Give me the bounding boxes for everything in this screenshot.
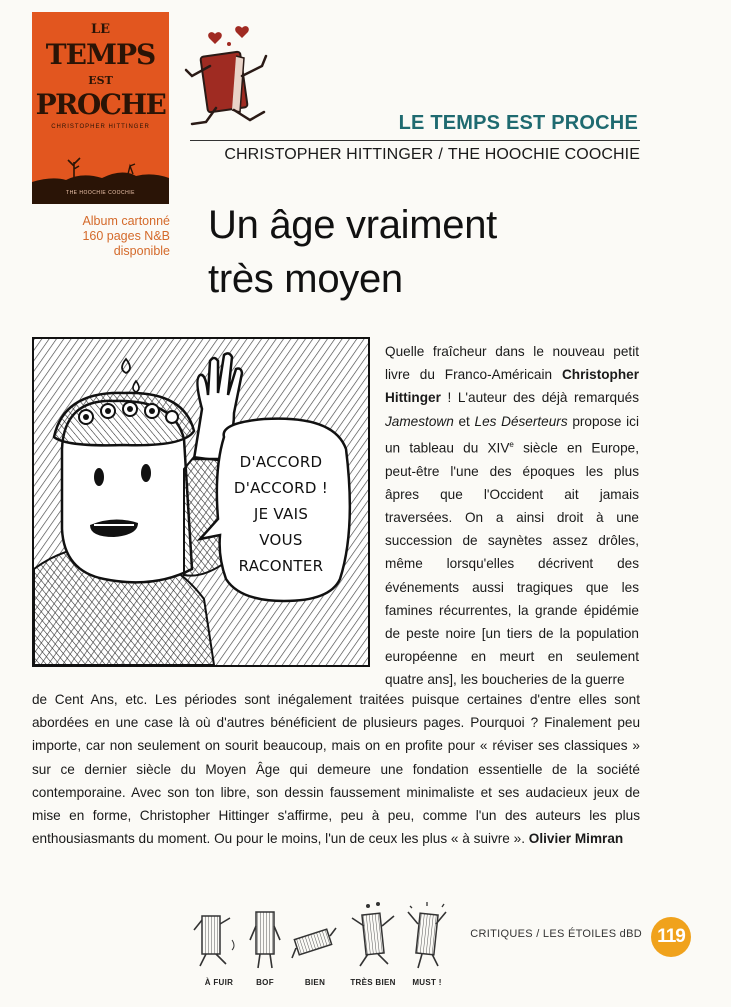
rating-label: À FUIR [204, 978, 234, 987]
header-divider [190, 140, 640, 141]
book-lying-icon [286, 900, 344, 974]
cover-title-le: LE [90, 22, 111, 37]
byline-publisher: THE HOOCHIE COOCHIE [447, 146, 640, 163]
byline-separator: / [438, 146, 443, 163]
article-work-title: Jamestown [385, 413, 454, 429]
speech-bubble-text [226, 449, 336, 579]
bubble-line-5: RACONTER [238, 557, 324, 575]
byline [190, 146, 640, 164]
bubble-line-1: D'ACCORD [239, 453, 323, 471]
article-text-segment: siècle en Europe, peut-être l'une des époques les plus âpres que l'Occident ait jamais traversées. On a ainsi droit à une succession de saynètes assez drôles, même lorsqu'elles décrivent des événements aussi tragiques que les famines récurrentes, la grande épidémie de peste noire [un tiers de la population européenne en meurt en seulement quatre ans], les boucheries de la guerre [385, 440, 639, 688]
headline-line-2: très moyen [208, 257, 403, 301]
rating-label: BIEN [304, 978, 326, 987]
comic-panel [32, 337, 370, 667]
article-text-segment: ! L'auteur des déjà remarqués [440, 390, 639, 406]
article-text-segment: de Cent Ans, etc. Les périodes sont inégalement traitées puisque certaines d'entre elles sont abordées en une case là où d'autres bénéficient de plusieurs pages. Pourquoi ? Finalement peu importe, car non seulement on sourit beaucoup, mais on en profite pour « réviser ses classiques » sur ce dernier siècle du Moyen Âge qui demeure une fondation essentielle de la société contemporaine. Avec son ton libre, son dessin faussement minimaliste et ses audacieux jeux de mise en forme, Christopher Hittinger s'affirme, peu à peu, comme l'un des auteurs les plus enthousiasmants du moment. Ou pour le moins, l'un de ceux les plus « à suivre ». [32, 692, 640, 847]
article-author-name: Christopher Hittinger [385, 367, 639, 406]
rating-label: BOF [256, 978, 274, 987]
byline-author: CHRISTOPHER HITTINGER [224, 146, 434, 163]
footer-section-label [430, 928, 642, 940]
headline [208, 198, 628, 306]
article-text-segment: propose ici un tableau du XIV [385, 413, 639, 456]
bubble-line-3: JE VAIS [253, 505, 309, 523]
cover-title-temps: TEMPS [45, 38, 156, 71]
book-title: LE TEMPS EST PROCHE [398, 112, 638, 134]
bubble-line-4: VOUS [259, 531, 303, 549]
footer-section: CRITIQUES [470, 928, 533, 940]
article-intro: Quelle fraîcheur dans le nouveau petit livre du Franco-Américain [385, 344, 639, 383]
rating-tres-bien [344, 900, 402, 987]
book-cover [32, 12, 169, 204]
article-column-text [385, 340, 639, 692]
book-happy-icon [344, 900, 402, 974]
format-pages: 160 pages N&B [82, 229, 170, 243]
footer-separator: / [536, 928, 540, 940]
rating-bien [286, 900, 344, 987]
article-text-segment: et [453, 413, 475, 429]
format-availability: disponible [113, 244, 170, 258]
article-signature: Olivier Mimran [528, 831, 624, 847]
cover-author: CHRISTOPHER HITTINGER [51, 124, 150, 130]
format-info [40, 214, 170, 259]
format-binding: Album cartonné [82, 214, 170, 228]
cover-title-est: EST [88, 74, 113, 87]
article-work-title: Les Déserteurs [474, 413, 568, 429]
article-full-text [32, 688, 640, 850]
rating-label: MUST ! [412, 978, 442, 987]
headline-line-1: Un âge vraiment [208, 203, 497, 247]
footer-subsection: LES ÉTOILES dBD [542, 928, 642, 940]
rating-label: TRÈS BIEN [350, 978, 396, 987]
cover-title-proche: PROCHE [35, 88, 166, 121]
cover-publisher: THE HOOCHIE COOCHIE [66, 190, 135, 196]
bubble-line-2: D'ACCORD ! [233, 479, 329, 497]
century-superscript: e [509, 439, 514, 449]
page-number-badge: 119 [651, 917, 691, 957]
